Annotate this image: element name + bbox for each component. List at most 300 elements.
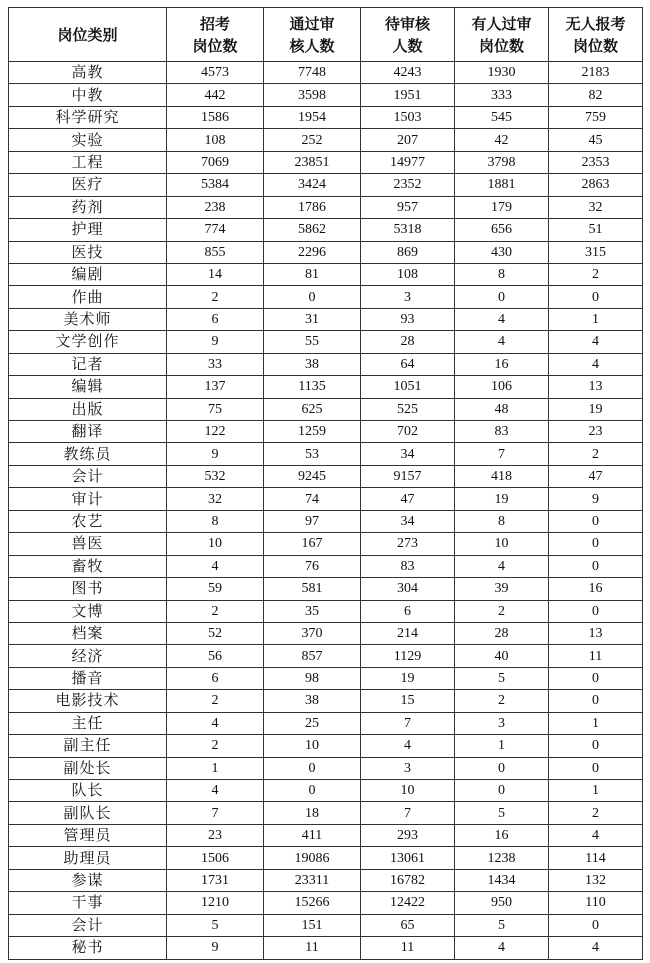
positions-with-approved-cell: 0 bbox=[455, 286, 549, 308]
positions-no-applicants-cell: 2863 bbox=[549, 174, 643, 196]
category-cell: 副处长 bbox=[9, 757, 167, 779]
pending-count-cell: 5318 bbox=[361, 219, 455, 241]
positions-with-approved-cell: 4 bbox=[455, 331, 549, 353]
recruit-positions-cell: 7069 bbox=[167, 151, 264, 173]
table-row bbox=[9, 735, 643, 757]
approved-count-cell: 252 bbox=[264, 129, 361, 151]
pending-count-cell: 9157 bbox=[361, 465, 455, 487]
pending-count-cell: 12422 bbox=[361, 892, 455, 914]
table-row bbox=[9, 196, 643, 218]
category-cell: 管理员 bbox=[9, 824, 167, 846]
recruit-positions-cell: 855 bbox=[167, 241, 264, 263]
positions-no-applicants-cell: 2 bbox=[549, 802, 643, 824]
pending-count-cell: 214 bbox=[361, 622, 455, 644]
category-cell: 主任 bbox=[9, 712, 167, 734]
category-cell: 电影技术 bbox=[9, 690, 167, 712]
positions-with-approved-cell: 3 bbox=[455, 712, 549, 734]
positions-no-applicants-cell: 0 bbox=[549, 286, 643, 308]
recruit-positions-cell: 4 bbox=[167, 780, 264, 802]
header-row bbox=[9, 8, 643, 62]
positions-no-applicants-cell: 45 bbox=[549, 129, 643, 151]
approved-count-cell: 167 bbox=[264, 533, 361, 555]
positions-no-applicants-cell: 132 bbox=[549, 869, 643, 891]
pending-count-cell: 3 bbox=[361, 757, 455, 779]
category-cell: 出版 bbox=[9, 398, 167, 420]
positions-no-applicants-cell: 4 bbox=[549, 937, 643, 959]
category-cell: 经济 bbox=[9, 645, 167, 667]
header-line: 核人数 bbox=[289, 36, 335, 55]
category-cell: 文学创作 bbox=[9, 331, 167, 353]
recruit-positions-cell: 8 bbox=[167, 510, 264, 532]
approved-count-cell: 23851 bbox=[264, 151, 361, 173]
positions-no-applicants-cell: 0 bbox=[549, 914, 643, 936]
approved-count-cell: 0 bbox=[264, 286, 361, 308]
positions-no-applicants-cell: 13 bbox=[549, 376, 643, 398]
approved-count-cell: 35 bbox=[264, 600, 361, 622]
table-row bbox=[9, 869, 643, 891]
category-cell: 干事 bbox=[9, 892, 167, 914]
pending-count-cell: 108 bbox=[361, 263, 455, 285]
approved-count-cell: 370 bbox=[264, 622, 361, 644]
positions-with-approved-cell: 19 bbox=[455, 488, 549, 510]
positions-no-applicants-cell: 0 bbox=[549, 757, 643, 779]
table-row bbox=[9, 443, 643, 465]
category-cell: 药剂 bbox=[9, 196, 167, 218]
positions-with-approved-cell: 8 bbox=[455, 263, 549, 285]
category-cell: 助理员 bbox=[9, 847, 167, 869]
table-row bbox=[9, 174, 643, 196]
approved-count-cell: 411 bbox=[264, 824, 361, 846]
category-cell: 图书 bbox=[9, 578, 167, 600]
recruit-positions-cell: 52 bbox=[167, 622, 264, 644]
pending-count-cell: 65 bbox=[361, 914, 455, 936]
table-row bbox=[9, 353, 643, 375]
pending-count-cell: 6 bbox=[361, 600, 455, 622]
approved-count-cell: 98 bbox=[264, 667, 361, 689]
approved-count-cell: 5862 bbox=[264, 219, 361, 241]
category-cell: 农艺 bbox=[9, 510, 167, 532]
header-line: 待审核 bbox=[384, 14, 430, 33]
positions-no-applicants-cell: 82 bbox=[549, 84, 643, 106]
recruit-positions-cell: 2 bbox=[167, 690, 264, 712]
table-row bbox=[9, 847, 643, 869]
positions-with-approved-cell: 950 bbox=[455, 892, 549, 914]
table-row bbox=[9, 914, 643, 936]
category-cell: 播音 bbox=[9, 667, 167, 689]
category-cell: 教练员 bbox=[9, 443, 167, 465]
positions-with-approved-cell: 0 bbox=[455, 780, 549, 802]
table-row bbox=[9, 824, 643, 846]
table-row bbox=[9, 129, 643, 151]
category-cell: 档案 bbox=[9, 622, 167, 644]
positions-no-applicants-cell: 110 bbox=[549, 892, 643, 914]
pending-count-cell: 1503 bbox=[361, 106, 455, 128]
positions-with-approved-cell: 83 bbox=[455, 421, 549, 443]
table-row bbox=[9, 645, 643, 667]
approved-count-cell: 97 bbox=[264, 510, 361, 532]
table-row bbox=[9, 802, 643, 824]
table-row bbox=[9, 84, 643, 106]
positions-with-approved-cell: 40 bbox=[455, 645, 549, 667]
positions-no-applicants-cell: 19 bbox=[549, 398, 643, 420]
positions-no-applicants-cell: 2183 bbox=[549, 62, 643, 84]
category-cell: 会计 bbox=[9, 465, 167, 487]
approved-count-cell: 23311 bbox=[264, 869, 361, 891]
table-row bbox=[9, 937, 643, 959]
positions-no-applicants-cell: 4 bbox=[549, 353, 643, 375]
approved-count-cell: 2296 bbox=[264, 241, 361, 263]
positions-no-applicants-cell: 51 bbox=[549, 219, 643, 241]
header-line: 通过审 bbox=[289, 14, 335, 33]
pending-count-cell: 1951 bbox=[361, 84, 455, 106]
recruit-positions-cell: 5384 bbox=[167, 174, 264, 196]
positions-with-approved-cell: 5 bbox=[455, 802, 549, 824]
pending-count-cell: 525 bbox=[361, 398, 455, 420]
positions-with-approved-cell: 418 bbox=[455, 465, 549, 487]
pending-count-cell: 47 bbox=[361, 488, 455, 510]
category-cell: 实验 bbox=[9, 129, 167, 151]
positions-with-approved-cell: 39 bbox=[455, 578, 549, 600]
table-row bbox=[9, 488, 643, 510]
positions-with-approved-cell: 179 bbox=[455, 196, 549, 218]
pending-count-cell: 293 bbox=[361, 824, 455, 846]
approved-count-cell: 31 bbox=[264, 308, 361, 330]
table-row bbox=[9, 622, 643, 644]
recruit-positions-cell: 2 bbox=[167, 735, 264, 757]
header-line: 有人过审 bbox=[471, 14, 532, 33]
positions-with-approved-cell: 1434 bbox=[455, 869, 549, 891]
header-line: 岗位数 bbox=[478, 36, 524, 55]
positions-with-approved-cell: 10 bbox=[455, 533, 549, 555]
positions-with-approved-cell: 48 bbox=[455, 398, 549, 420]
positions-no-applicants-cell: 114 bbox=[549, 847, 643, 869]
category-cell: 科学研究 bbox=[9, 106, 167, 128]
positions-no-applicants-cell: 1 bbox=[549, 308, 643, 330]
pending-count-cell: 93 bbox=[361, 308, 455, 330]
positions-no-applicants-cell: 0 bbox=[549, 735, 643, 757]
table-row bbox=[9, 555, 643, 577]
pending-count-cell: 16782 bbox=[361, 869, 455, 891]
pending-count-cell: 7 bbox=[361, 802, 455, 824]
table-row bbox=[9, 780, 643, 802]
table-row bbox=[9, 331, 643, 353]
positions-with-approved-cell: 333 bbox=[455, 84, 549, 106]
category-cell: 兽医 bbox=[9, 533, 167, 555]
positions-no-applicants-cell: 2 bbox=[549, 263, 643, 285]
positions-with-approved-cell: 2 bbox=[455, 600, 549, 622]
positions-with-approved-cell: 28 bbox=[455, 622, 549, 644]
approved-count-cell: 53 bbox=[264, 443, 361, 465]
approved-count-cell: 25 bbox=[264, 712, 361, 734]
category-cell: 医疗 bbox=[9, 174, 167, 196]
table-body bbox=[9, 62, 643, 960]
approved-count-cell: 3424 bbox=[264, 174, 361, 196]
positions-no-applicants-cell: 9 bbox=[549, 488, 643, 510]
approved-count-cell: 1259 bbox=[264, 421, 361, 443]
table-row bbox=[9, 465, 643, 487]
positions-with-approved-cell: 0 bbox=[455, 757, 549, 779]
category-cell: 畜牧 bbox=[9, 555, 167, 577]
recruit-positions-cell: 4 bbox=[167, 555, 264, 577]
recruit-positions-cell: 32 bbox=[167, 488, 264, 510]
table-row bbox=[9, 690, 643, 712]
table-row bbox=[9, 757, 643, 779]
positions-no-applicants-cell: 4 bbox=[549, 331, 643, 353]
approved-count-cell: 15266 bbox=[264, 892, 361, 914]
positions-no-applicants-cell: 0 bbox=[549, 533, 643, 555]
category-cell: 文博 bbox=[9, 600, 167, 622]
recruit-positions-cell: 2 bbox=[167, 600, 264, 622]
table-row bbox=[9, 600, 643, 622]
approved-count-cell: 19086 bbox=[264, 847, 361, 869]
approved-count-cell: 76 bbox=[264, 555, 361, 577]
header-line: 人数 bbox=[392, 36, 423, 55]
positions-with-approved-cell: 545 bbox=[455, 106, 549, 128]
position-statistics-table bbox=[8, 7, 643, 960]
table-row bbox=[9, 151, 643, 173]
category-cell: 记者 bbox=[9, 353, 167, 375]
approved-count-cell: 151 bbox=[264, 914, 361, 936]
header-approved-count bbox=[264, 8, 361, 62]
positions-no-applicants-cell: 315 bbox=[549, 241, 643, 263]
pending-count-cell: 28 bbox=[361, 331, 455, 353]
pending-count-cell: 10 bbox=[361, 780, 455, 802]
category-cell: 副队长 bbox=[9, 802, 167, 824]
pending-count-cell: 15 bbox=[361, 690, 455, 712]
pending-count-cell: 4 bbox=[361, 735, 455, 757]
category-cell: 医技 bbox=[9, 241, 167, 263]
table-row bbox=[9, 667, 643, 689]
positions-no-applicants-cell: 23 bbox=[549, 421, 643, 443]
table-row bbox=[9, 533, 643, 555]
positions-with-approved-cell: 8 bbox=[455, 510, 549, 532]
approved-count-cell: 581 bbox=[264, 578, 361, 600]
approved-count-cell: 81 bbox=[264, 263, 361, 285]
table-row bbox=[9, 892, 643, 914]
approved-count-cell: 1954 bbox=[264, 106, 361, 128]
category-cell: 编辑 bbox=[9, 376, 167, 398]
table-row bbox=[9, 421, 643, 443]
recruit-positions-cell: 9 bbox=[167, 937, 264, 959]
category-cell: 工程 bbox=[9, 151, 167, 173]
approved-count-cell: 625 bbox=[264, 398, 361, 420]
approved-count-cell: 1135 bbox=[264, 376, 361, 398]
header-line: 岗位类别 bbox=[57, 25, 118, 44]
category-cell: 翻译 bbox=[9, 421, 167, 443]
approved-count-cell: 0 bbox=[264, 780, 361, 802]
positions-no-applicants-cell: 0 bbox=[549, 555, 643, 577]
category-cell: 中教 bbox=[9, 84, 167, 106]
positions-no-applicants-cell: 13 bbox=[549, 622, 643, 644]
category-cell: 美术师 bbox=[9, 308, 167, 330]
statistics-table-container bbox=[8, 7, 643, 960]
table-row bbox=[9, 712, 643, 734]
positions-no-applicants-cell: 2 bbox=[549, 443, 643, 465]
pending-count-cell: 14977 bbox=[361, 151, 455, 173]
pending-count-cell: 1051 bbox=[361, 376, 455, 398]
positions-no-applicants-cell: 2353 bbox=[549, 151, 643, 173]
recruit-positions-cell: 137 bbox=[167, 376, 264, 398]
pending-count-cell: 19 bbox=[361, 667, 455, 689]
recruit-positions-cell: 1 bbox=[167, 757, 264, 779]
category-cell: 会计 bbox=[9, 914, 167, 936]
approved-count-cell: 18 bbox=[264, 802, 361, 824]
recruit-positions-cell: 442 bbox=[167, 84, 264, 106]
positions-with-approved-cell: 106 bbox=[455, 376, 549, 398]
category-cell: 护理 bbox=[9, 219, 167, 241]
category-cell: 副主任 bbox=[9, 735, 167, 757]
recruit-positions-cell: 6 bbox=[167, 667, 264, 689]
positions-with-approved-cell: 4 bbox=[455, 555, 549, 577]
category-cell: 编剧 bbox=[9, 263, 167, 285]
header-pending-count bbox=[361, 8, 455, 62]
positions-with-approved-cell: 5 bbox=[455, 914, 549, 936]
recruit-positions-cell: 9 bbox=[167, 443, 264, 465]
positions-with-approved-cell: 656 bbox=[455, 219, 549, 241]
approved-count-cell: 38 bbox=[264, 690, 361, 712]
pending-count-cell: 4243 bbox=[361, 62, 455, 84]
recruit-positions-cell: 774 bbox=[167, 219, 264, 241]
table-header bbox=[9, 8, 643, 62]
positions-with-approved-cell: 5 bbox=[455, 667, 549, 689]
pending-count-cell: 2352 bbox=[361, 174, 455, 196]
recruit-positions-cell: 75 bbox=[167, 398, 264, 420]
recruit-positions-cell: 9 bbox=[167, 331, 264, 353]
table-row bbox=[9, 578, 643, 600]
pending-count-cell: 83 bbox=[361, 555, 455, 577]
positions-with-approved-cell: 1930 bbox=[455, 62, 549, 84]
positions-no-applicants-cell: 47 bbox=[549, 465, 643, 487]
header-line: 无人报考 bbox=[565, 14, 626, 33]
positions-with-approved-cell: 430 bbox=[455, 241, 549, 263]
recruit-positions-cell: 4573 bbox=[167, 62, 264, 84]
recruit-positions-cell: 2 bbox=[167, 286, 264, 308]
header-line: 岗位数 bbox=[572, 36, 618, 55]
pending-count-cell: 1129 bbox=[361, 645, 455, 667]
recruit-positions-cell: 1586 bbox=[167, 106, 264, 128]
positions-no-applicants-cell: 11 bbox=[549, 645, 643, 667]
header-positions-with-approved bbox=[455, 8, 549, 62]
positions-with-approved-cell: 16 bbox=[455, 353, 549, 375]
positions-with-approved-cell: 7 bbox=[455, 443, 549, 465]
header-recruit-positions bbox=[167, 8, 264, 62]
positions-no-applicants-cell: 16 bbox=[549, 578, 643, 600]
pending-count-cell: 64 bbox=[361, 353, 455, 375]
recruit-positions-cell: 23 bbox=[167, 824, 264, 846]
category-cell: 审计 bbox=[9, 488, 167, 510]
pending-count-cell: 702 bbox=[361, 421, 455, 443]
category-cell: 队长 bbox=[9, 780, 167, 802]
table-row bbox=[9, 106, 643, 128]
table-row bbox=[9, 510, 643, 532]
approved-count-cell: 9245 bbox=[264, 465, 361, 487]
pending-count-cell: 13061 bbox=[361, 847, 455, 869]
pending-count-cell: 273 bbox=[361, 533, 455, 555]
category-cell: 秘书 bbox=[9, 937, 167, 959]
approved-count-cell: 0 bbox=[264, 757, 361, 779]
approved-count-cell: 3598 bbox=[264, 84, 361, 106]
positions-no-applicants-cell: 4 bbox=[549, 824, 643, 846]
recruit-positions-cell: 108 bbox=[167, 129, 264, 151]
pending-count-cell: 11 bbox=[361, 937, 455, 959]
category-cell: 参谋 bbox=[9, 869, 167, 891]
recruit-positions-cell: 122 bbox=[167, 421, 264, 443]
approved-count-cell: 10 bbox=[264, 735, 361, 757]
positions-with-approved-cell: 3798 bbox=[455, 151, 549, 173]
positions-with-approved-cell: 42 bbox=[455, 129, 549, 151]
recruit-positions-cell: 1731 bbox=[167, 869, 264, 891]
recruit-positions-cell: 59 bbox=[167, 578, 264, 600]
positions-no-applicants-cell: 0 bbox=[549, 600, 643, 622]
pending-count-cell: 304 bbox=[361, 578, 455, 600]
recruit-positions-cell: 238 bbox=[167, 196, 264, 218]
table-row bbox=[9, 308, 643, 330]
positions-no-applicants-cell: 1 bbox=[549, 780, 643, 802]
positions-no-applicants-cell: 32 bbox=[549, 196, 643, 218]
approved-count-cell: 38 bbox=[264, 353, 361, 375]
pending-count-cell: 207 bbox=[361, 129, 455, 151]
positions-with-approved-cell: 16 bbox=[455, 824, 549, 846]
positions-with-approved-cell: 1 bbox=[455, 735, 549, 757]
table-row bbox=[9, 376, 643, 398]
recruit-positions-cell: 532 bbox=[167, 465, 264, 487]
recruit-positions-cell: 10 bbox=[167, 533, 264, 555]
positions-no-applicants-cell: 1 bbox=[549, 712, 643, 734]
header-category bbox=[9, 8, 167, 62]
category-cell: 作曲 bbox=[9, 286, 167, 308]
pending-count-cell: 957 bbox=[361, 196, 455, 218]
approved-count-cell: 55 bbox=[264, 331, 361, 353]
header-line: 岗位数 bbox=[192, 36, 238, 55]
recruit-positions-cell: 14 bbox=[167, 263, 264, 285]
approved-count-cell: 7748 bbox=[264, 62, 361, 84]
table-row bbox=[9, 219, 643, 241]
approved-count-cell: 857 bbox=[264, 645, 361, 667]
positions-no-applicants-cell: 0 bbox=[549, 690, 643, 712]
recruit-positions-cell: 5 bbox=[167, 914, 264, 936]
table-row bbox=[9, 263, 643, 285]
positions-with-approved-cell: 1238 bbox=[455, 847, 549, 869]
positions-with-approved-cell: 4 bbox=[455, 937, 549, 959]
positions-with-approved-cell: 4 bbox=[455, 308, 549, 330]
table-row bbox=[9, 62, 643, 84]
recruit-positions-cell: 4 bbox=[167, 712, 264, 734]
positions-no-applicants-cell: 0 bbox=[549, 510, 643, 532]
recruit-positions-cell: 33 bbox=[167, 353, 264, 375]
approved-count-cell: 74 bbox=[264, 488, 361, 510]
header-line: 招考 bbox=[199, 14, 230, 33]
recruit-positions-cell: 1506 bbox=[167, 847, 264, 869]
pending-count-cell: 3 bbox=[361, 286, 455, 308]
recruit-positions-cell: 1210 bbox=[167, 892, 264, 914]
approved-count-cell: 11 bbox=[264, 937, 361, 959]
pending-count-cell: 7 bbox=[361, 712, 455, 734]
pending-count-cell: 34 bbox=[361, 443, 455, 465]
approved-count-cell: 1786 bbox=[264, 196, 361, 218]
table-row bbox=[9, 398, 643, 420]
positions-no-applicants-cell: 0 bbox=[549, 667, 643, 689]
positions-with-approved-cell: 2 bbox=[455, 690, 549, 712]
table-row bbox=[9, 286, 643, 308]
positions-with-approved-cell: 1881 bbox=[455, 174, 549, 196]
header-positions-no-applicants bbox=[549, 8, 643, 62]
pending-count-cell: 869 bbox=[361, 241, 455, 263]
recruit-positions-cell: 7 bbox=[167, 802, 264, 824]
recruit-positions-cell: 6 bbox=[167, 308, 264, 330]
category-cell: 高教 bbox=[9, 62, 167, 84]
table-row bbox=[9, 241, 643, 263]
pending-count-cell: 34 bbox=[361, 510, 455, 532]
